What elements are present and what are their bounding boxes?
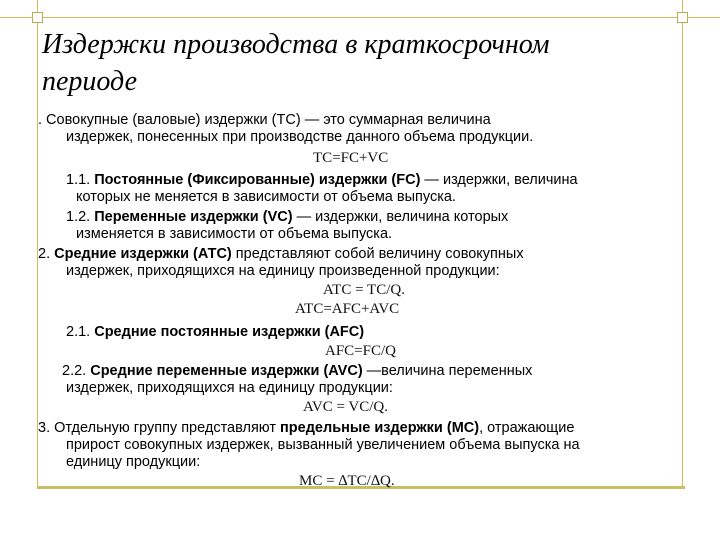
item-2-2-line-2: издержек, приходящихся на единицу продукции: [66,380,393,396]
item-2-line-1: 2. Средние издержки (АТС) представляют собой величину совокупных [38,246,524,262]
item-2-line-2: издержек, приходящихся на единицу произведенной продукции: [66,263,500,279]
item-1-1-line-2: которых не меняется в зависимости от объема выпуска. [76,189,456,205]
formula-avc: AVC = VC/Q. [303,399,389,415]
formula-tc: TC=FC+VC [313,150,389,166]
formula-atc-2: ATC=AFC+AVC [295,301,400,317]
item-1-2-line-1: 1.2. Переменные издержки (VC) — издержки, величина которых [66,209,509,225]
slide-title: Издержки производства в краткосрочном периоде [42,29,550,97]
item-1-line-2: издержек, понесенных при производстве данного объема продукции. [66,129,534,145]
formula-atc-1: ATC = TC/Q. [323,282,405,298]
item-1-line-1: . Совокупные (валовые) издержки (ТС) — это суммарная величина [38,112,491,128]
item-2-2-line-1: 2.2. Средние переменные издержки (AVC) —величина переменных [62,363,533,379]
item-3-line-3: единицу продукции: [66,454,201,470]
item-3-line-1: 3. Отдельную группу представляют предельные издержки (МС), отражающие [38,420,575,436]
item-1-1-line-1: 1.1. Постоянные (Фиксированные) издержки (FC) — издержки, величина [66,172,578,188]
item-2-1: 2.1. Средние постоянные издержки (AFC) [66,324,365,340]
formula-afc: AFC=FC/Q [325,343,396,359]
item-3-line-2: прирост совокупных издержек, вызванный увеличением объема выпуска на [66,437,580,453]
formula-mc: MC = ∆TC/∆Q. [299,473,395,489]
item-1-2-line-2: изменяется в зависимости от объема выпуска. [76,226,393,242]
